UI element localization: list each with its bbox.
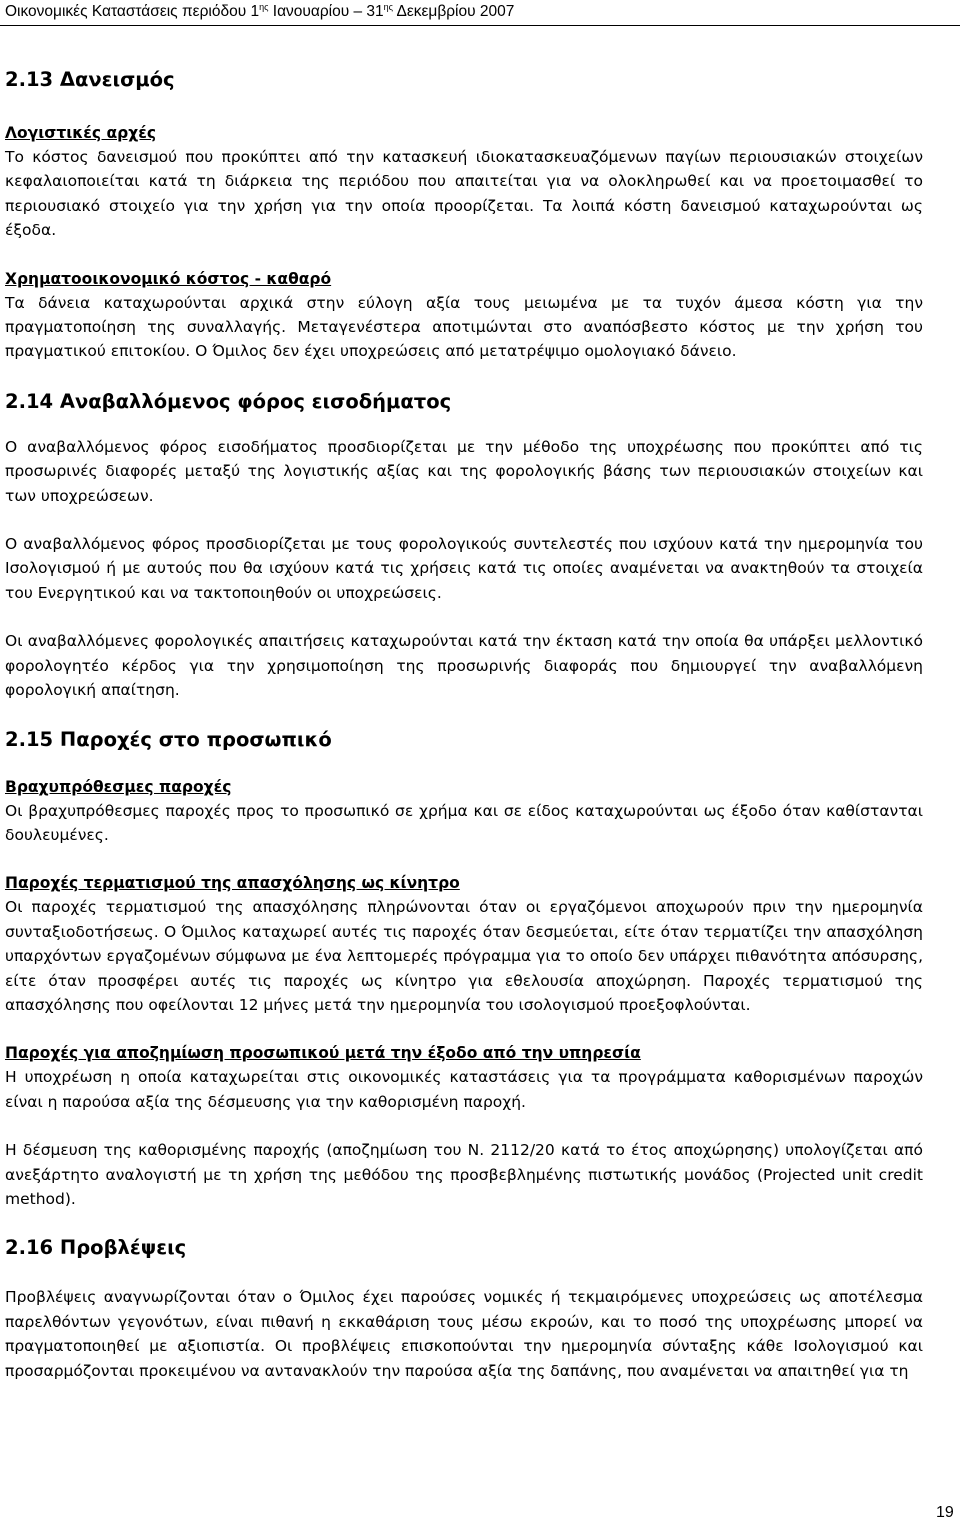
section-2-15-paragraph-3: Η υποχρέωση η οποία καταχωρείται στις οικονομικές καταστάσεις για τα προγράμματα καθορισμένων παροχών είναι η παρούσα αξία της δέσμευσης για την καθορισμένη παροχή. [5,1068,923,1111]
section-2-15-paragraph-4: Η δέσμευση της καθορισμένης παροχής (αποζημίωση του Ν. 2112/20 κατά το έτος αποχώρησης) υπολογίζεται από ανεξάρτητο αναλογιστή με τη χρήση της μεθόδου της προσβεβλημένης πιστωτικής μονάδος (Projected unit credit method). [5,1141,923,1208]
header-title-part1: Οικονομικές Καταστάσεις περιόδου 1 [5,3,260,20]
section-2-13-title: 2.13 Δανεισμός [5,68,175,91]
section-2-15-paragraph-2: Οι παροχές τερματισμού της απασχόλησης πληρώνονται όταν οι εργαζόμενοι αποχωρούν πριν την ημερομηνία συνταξιοδοτήσεως. Ο Όμιλος καταχωρεί αυτές τις παροχές όταν δεσμεύεται, είτε όταν τερματίζει την απασχόληση υπαρχόντων εργαζομένων σύμφωνα με ένα λεπτομερές πρόγραμμα για το οποίο δεν υπάρχει πιθανότητα απόσυρσης, είτε όταν προσφέρει αυτές τις παροχές ως κίνητρο για εθελουσία αποχώρηση. Παροχές τερματισμού της απασχόλησης που οφείλονται 12 μήνες μετά την ημερομηνία του ισολογισμού προεξοφλούνται. [5,898,923,1014]
section-2-15-subheading-termination: Παροχές τερματισμού της απασχόλησης ως κίνητρο [5,874,460,893]
header-title-part3: Δεκεμβρίου 2007 [393,3,515,20]
header-divider [0,25,960,26]
header-sup1: ης [259,2,269,12]
section-2-14-title: 2.14 Αναβαλλόμενος φόρος εισοδήματος [5,389,452,413]
section-2-13-paragraph-2: Τα δάνεια καταχωρούνται αρχικά στην εύλογη αξία τους μειωμένα με τα τυχόν άμεσα κόστη για την πραγματοποίηση της συναλλαγής. Μεταγενέστερα αποτιμώνται στο αναπόσβεστο κόστος με την χρήση του πραγματικού επιτοκίου. Ο Όμιλος δεν έχει υποχρεώσεις από μετατρέψιμο ομολογιακό δάνειο. [5,293,923,361]
section-2-14-paragraph-1: Ο αναβαλλόμενος φόρος εισοδήματος προσδιορίζεται με την μέθοδο της υποχρέωσης που προκύπτει από τις προσωρινές διαφορές μεταξύ της λογιστικής αξίας και της φορολογικής βάσης των περιουσιακών στοιχείων και των υποχρεώσεων. [5,437,923,505]
header-sup2: ης [383,2,394,12]
section-2-15-subheading-short-term: Βραχυπρόθεσμες παροχές [5,777,232,796]
section-2-14-paragraph-2: Ο αναβαλλόμενος φόρος προσδιορίζεται με τους φορολογικούς συντελεστές που ισχύουν κατά την ημερομηνία του Ισολογισμού ή με αυτούς που θα ισχύουν κατά τις χρήσεις κατά τις οποίες αναμένεται να ανακτηθούν τα στοιχεία του Ενεργητικού και να τακτοποιηθούν οι υποχρεώσεις. [5,535,923,602]
section-2-13-paragraph-1: Το κόστος δανεισμού που προκύπτει από την κατασκευή ιδιοκατασκευαζόμενων παγίων περιουσιακών στοιχείων κεφαλαιοποιείται κατά τη διάρκεια της περιόδου που απαιτείται για να ολοκληρωθεί και να προετοιμασθεί το περιουσιακό στοιχείο για την χρήση για την οποία προορίζεται. Τα λοιπά κόστη δανεισμού καταχωρούνται ως έξοδα. [5,148,923,240]
page-header [5,2,955,22]
section-2-15-paragraph-1: Οι βραχυπρόθεσμες παροχές προς το προσωπικό σε χρήμα και σε είδος καταχωρούνται ως έξοδο όταν καθίστανται δουλευμένες. [5,801,923,844]
section-2-16-title: 2.16 Προβλέψεις [5,1236,187,1260]
section-2-14-paragraph-3: Οι αναβαλλόμενες φορολογικές απαιτήσεις καταχωρούνται κατά την έκταση κατά την οποία θα υπάρξει μελλοντικό φορολογητέο κέρδος για την χρησιμοποίηση της προσωρινής διαφοράς που δημιουργεί την αναβαλλόμενη φορολογική απαίτηση. [5,632,923,700]
header-title-part2: Ιανουαρίου – 31 [268,3,384,20]
document-body [5,67,923,1383]
section-2-15-title: 2.15 Παροχές στο προσωπικό [5,727,332,751]
section-2-15-subheading-post-employment: Παροχές για αποζημίωση προσωπικού μετά την έξοδο από την υπηρεσία [5,1044,641,1063]
section-2-16-paragraph-1: Προβλέψεις αναγνωρίζονται όταν ο Όμιλος έχει παρούσες νομικές ή τεκμαιρόμενες υποχρεώσεις ως αποτέλεσμα παρελθόντων γεγονότων, είναι πιθανή η εκκαθάριση τους μέσω εκροών, και το ποσό της υποχρέωσης μπορεί να πραγματοποιηθεί με αξιοπιστία. Οι προβλέψεις επισκοπούνται την ημερομηνία σύνταξης κάθε Ισολογισμού και προσαρμόζονται προκειμένου να αντανακλούν την παρούσα αξία της δαπάνης, που αναμένεται να απαιτηθεί για τη [5,1288,923,1380]
section-2-13-subheading-finance-cost: Χρηματοοικονομικό κόστος - καθαρό [5,269,332,288]
section-2-13-subheading-accounting-principles: Λογιστικές αρχές [5,124,157,142]
page-number: 19 [936,1504,954,1521]
